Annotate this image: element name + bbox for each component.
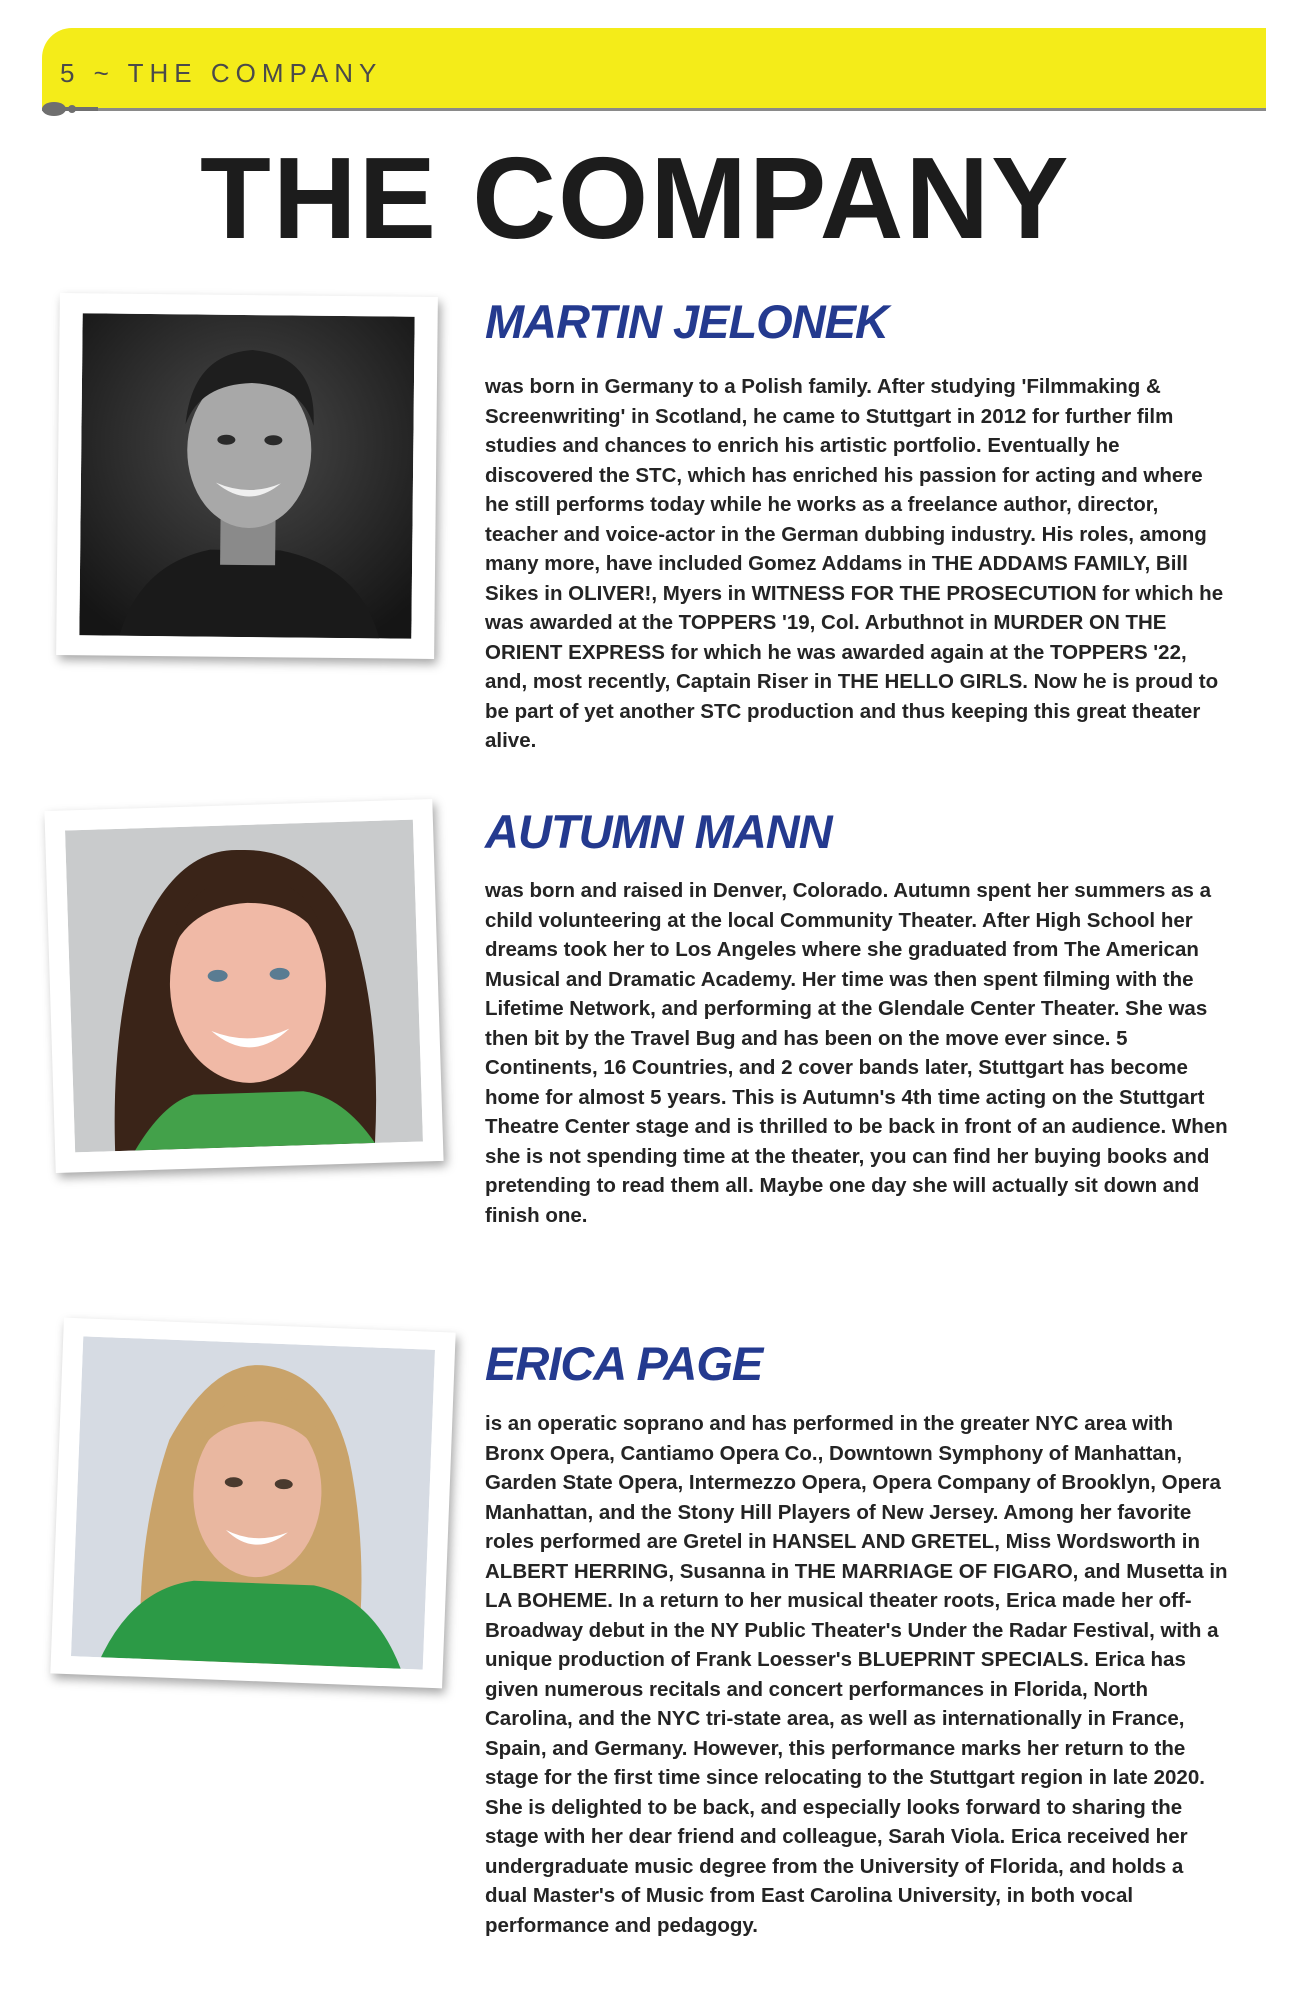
bio-martin-jelonek: was born in Germany to a Polish family. After studying 'Filmmaking & Screenwriting' in Scotland, he came to Stuttgart in 2012 for further film studies and chances to enrich his artistic portfolio. Eventually he discovered the STC, which has enriched his passion for acting and where he still performs today while he works as a freelance author, director, teacher and voice-actor in the German dubbing industry. His roles, among many more, have included Gomez Addams in THE ADDAMS FAMILY, Bill Sikes in OLIVER!, Myers in WITNESS FOR THE PROSECUTION for which he was awarded at the TOPPERS '19, Col. Arbuthnot in MURDER ON THE ORIENT EXPRESS for which he was awarded again at the TOPPERS '22, and, most recently, Captain Riser in THE HELLO GIRLS. Now he is proud to be part of yet another STC production and thus keeping this great theater alive. (485, 375, 1224, 752)
header-rule (42, 108, 1266, 111)
bio-autumn-mann: was born and raised in Denver, Colorado. Autumn spent her summers as a child volunteering at the local Community Theater. After High School her dreams took her to Los Angeles where she graduated from The American Musical and Dramatic Academy. Her time was then spent filming with the Lifetime Network, and performing at the Glendale Center Theater. She was then bit by the Travel Bug and has been on the move ever since. 5 Continents, 16 Countries, and 2 cover bands later, Stuttgart has become home for almost 5 years. This is Autumn's 4th time acting on the Stuttgart Theatre Center stage and is thrilled to be back in front of an audience. When she is not spending time at the theater, you can find her buying books and pretending to read them all. Maybe one day she will actually sit down and finish one. (485, 879, 1228, 1227)
name-martin-jelonek: MARTIN JELONEK (485, 295, 888, 348)
page-title: THE COMPANY (200, 133, 1071, 263)
section-label: 5 ~ THE COMPANY (60, 58, 383, 88)
headshot-martin-jelonek (56, 293, 438, 659)
name-autumn-mann: AUTUMN MANN (485, 805, 832, 858)
pin-icon (40, 100, 100, 118)
headshot-autumn-mann (44, 799, 443, 1173)
bio-erica-page: is an operatic soprano and has performed in the greater NYC area with Bronx Opera, Cantiamo Opera Co., Downtown Symphony of Manhattan, Garden State Opera, Intermezzo Opera, Opera Company of Brooklyn, Opera Manhattan, and the Stony Hill Players of New Jersey. Among her favorite roles performed are Gretel in HANSEL AND GRETEL, Miss Wordsworth in ALBERT HERRING, Susanna in THE MARRIAGE OF FIGARO, and Musetta in LA BOHEME. In a return to her musical theater roots, Erica made her off-Broadway debut in the NY Public Theater's Under the Radar Festival, with a unique production of Frank Loesser's BLUEPRINT SPECIALS. Erica has given numerous recitals and concert performances in Florida, North Carolina, and the NYC tri-state area, as well as internationally in France, Spain, and Germany. However, this performance marks her return to the stage for the first time since relocating to the Stuttgart region in late 2020. She is delighted to be back, and especially looks forward to sharing the stage with her dear friend and colleague, Sarah Viola. Erica received her undergraduate music degree from the University of Florida, and holds a dual Master's of Music from East Carolina University, in both vocal performance and pedagogy. (485, 1412, 1228, 1937)
headshot-erica-page (50, 1318, 455, 1689)
name-erica-page: ERICA PAGE (485, 1337, 763, 1390)
